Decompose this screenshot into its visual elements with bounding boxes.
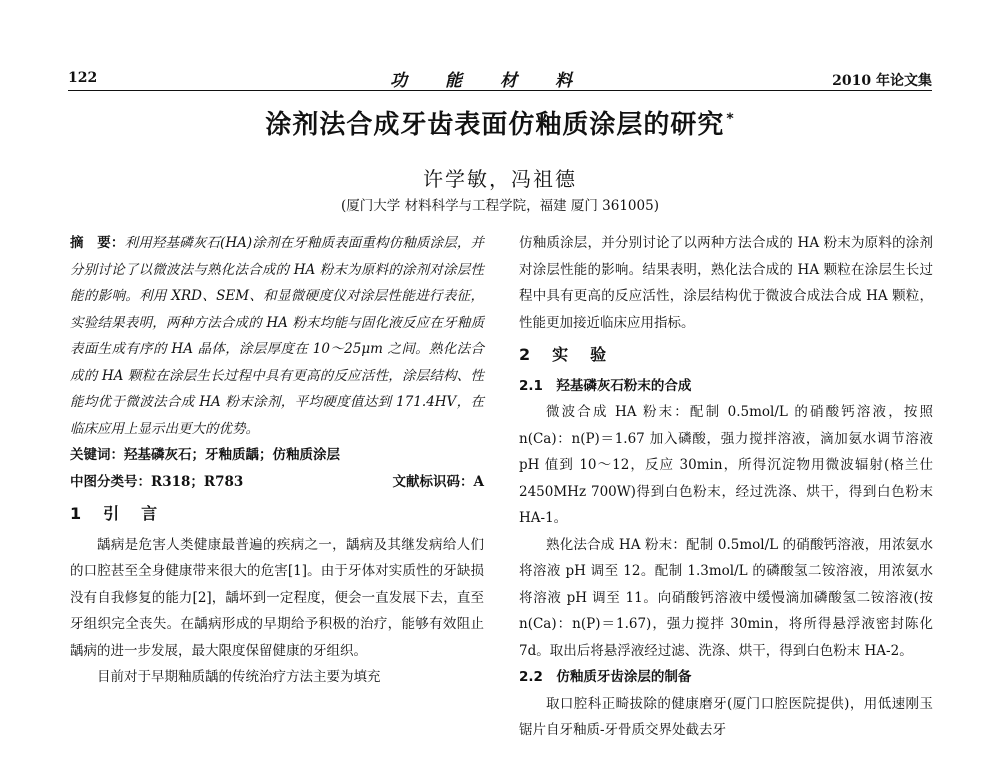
paper-title-text: 涂剂法合成牙齿表面仿釉质涂层的研究 — [265, 110, 725, 140]
affiliation: (厦门大学 材料科学与工程学院，福建 厦门 361005) — [341, 198, 659, 214]
subsection-2-2-heading: 2.2 仿釉质牙齿涂层的制备 — [519, 669, 692, 685]
title-footnote-mark: * — [726, 111, 735, 128]
keywords-text: 羟基磷灰石；牙釉质龋；仿釉质涂层 — [124, 447, 340, 463]
coating-prep-paragraph: 取口腔科正畸拔除的健康磨牙(厦门口腔医院提供)，用低速刚玉锯片自牙釉质-牙骨质交界处截去牙 — [519, 695, 933, 738]
journal-name: 功能材料 — [390, 71, 610, 91]
page-number: 122 — [68, 70, 98, 86]
classification-line — [70, 469, 484, 496]
left-column — [70, 230, 484, 691]
authors: 许学敏，冯祖德 — [423, 167, 577, 191]
keywords — [70, 442, 484, 469]
section-2-heading: 2 实 验 — [519, 345, 610, 364]
running-header — [68, 66, 932, 91]
paper-title — [0, 104, 1000, 141]
microwave-synthesis-paragraph: 微波合成 HA 粉末：配制 0.5mol/L 的硝酸钙溶液，按照 n(Ca)：n(P)＝1.67 加入磷酸，强力搅拌溶液，滴加氨水调节溶液 pH 值到 10～12，反应 30min，所得沉淀物用微波辐射(格兰仕 2450MHz 700W)得到白色粉末，经过洗涤、烘干，得到白色粉末 HA-1。 — [519, 404, 933, 526]
abstract-continuation: 仿釉质涂层，并分别讨论了以两种方法合成的 HA 粉末为原料的涂剂对涂层性能的影响。结果表明，熟化法合成的 HA 颗粒在涂层生长过程中具有更高的反应活性，涂层结构优于微波合成法合成 HA 颗粒，性能更加接近临床应用指标。 — [519, 235, 933, 331]
intro-paragraph-1: 龋病是危害人类健康最普遍的疾病之一，龋病及其继发病给人们的口腔甚至全身健康带来很大的危害[1]。由于牙体对实质性的牙缺损没有自我修复的能力[2]，龋坏到一定程度，便会一直发展下去，直至牙组织完全丧失。在龋病形成的早期给予积极的治疗，能够有效阻止龋病的进一步发展，最大限度保留健康的牙组织。 — [70, 536, 484, 659]
doc-code-label: 文献标识码： — [392, 473, 474, 490]
clc-value: R318；R783 — [151, 473, 244, 490]
intro-paragraph-2: 目前对于早期釉质龋的传统治疗方法主要为填充 — [97, 669, 381, 685]
abstract-text: 利用羟基磷灰石(HA)涂剂在牙釉质表面重构仿釉质涂层，并分别讨论了以微波法与熟化法合成的 HA 粉末为原料的涂剂对涂层性能的影响。利用 XRD、SEM、和显微硬度仪对涂层性能进行表征，实验结果表明，两种方法合成的 HA 粉末均能与固化液反应在牙釉质表面生成有序的 HA 晶体，涂层厚度在 10～25μm 之间。熟化法合成的 HA 颗粒在涂层生长过程中具有更高的反应活性，涂层结构、性能均优于微波法合成 HA 粉末涂剂，平均硬度值达到 171.4HV，在临床应用上显示出更大的优势。 — [70, 235, 484, 437]
right-column — [519, 230, 933, 744]
clc-label: 中图分类号： — [70, 473, 151, 490]
clc — [70, 469, 243, 496]
issue-label: 2010 年论文集 — [832, 73, 932, 89]
section-1-heading: 1 引 言 — [70, 504, 161, 523]
aging-synthesis-paragraph: 熟化法合成 HA 粉末：配制 0.5mol/L 的硝酸钙溶液，用浓氨水将溶液 pH 调至 12。配制 1.3mol/L 的磷酸氢二铵溶液，用浓氨水将溶液 pH 调至 11。向硝酸钙溶液中缓慢滴加磷酸氢二铵溶液(按 n(Ca)：n(P)＝1.67)，强力搅拌 30min，将所得悬浮液密封陈化 7d。取出后将悬浮液经过滤、洗涤、烘干，得到白色粉末 HA-2。 — [519, 536, 933, 659]
doc-code-value: A — [473, 473, 484, 490]
doc-code — [393, 469, 484, 496]
abstract — [70, 230, 484, 442]
subsection-2-1-heading: 2.1 羟基磷灰石粉末的合成 — [519, 377, 692, 394]
abstract-label: 摘 要： — [70, 235, 125, 251]
keywords-label: 关键词： — [70, 447, 124, 463]
